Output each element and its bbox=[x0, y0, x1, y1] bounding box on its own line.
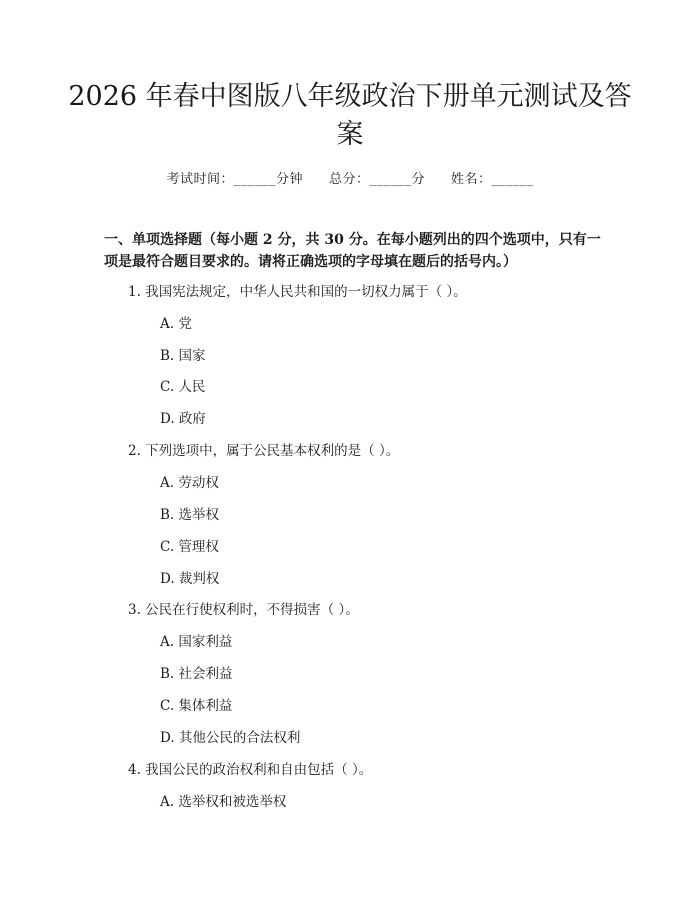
question-2-stem: 2. 下列选项中，属于公民基本权利的是（ ）。 bbox=[128, 443, 400, 459]
question-4-stem: 4. 我国公民的政治权利和自由包括（ ）。 bbox=[128, 762, 373, 778]
question-2-option-c: C. 管理权 bbox=[160, 539, 219, 555]
question-1-stem: 1. 我国宪法规定，中华人民共和国的一切权力属于（ ）。 bbox=[128, 284, 467, 300]
exam-total-score: 总分：______分 bbox=[328, 172, 425, 187]
question-1-option-c: C. 人民 bbox=[160, 379, 206, 395]
document-title: 2026 年春中图版八年级政治下册单元测试及答案 bbox=[68, 81, 632, 150]
section-heading-single-choice: 一、单项选择题（每小题 2 分，共 30 分。在每小题列出的四个选项中，只有一项是最符合题目要求的。请将正确选项的字母填在题后的括号内。） bbox=[104, 232, 601, 270]
exam-info-line bbox=[0, 168, 700, 187]
exam-time: 考试时间：______分钟 bbox=[166, 172, 303, 187]
question-2-option-b: B. 选举权 bbox=[160, 507, 220, 523]
question-2-option-a: A. 劳动权 bbox=[160, 475, 219, 491]
question-2-option-d: D. 裁判权 bbox=[160, 571, 220, 587]
question-1-option-b: B. 国家 bbox=[160, 348, 206, 364]
question-1-option-a: A. 党 bbox=[160, 316, 192, 332]
question-4-option-a: A. 选举权和被选举权 bbox=[160, 794, 287, 810]
question-3-option-b: B. 社会利益 bbox=[160, 666, 233, 682]
question-1-option-d: D. 政府 bbox=[160, 411, 206, 427]
student-name: 姓名：______ bbox=[451, 172, 534, 187]
question-3-stem: 3. 公民在行使权利时，不得损害（ ）。 bbox=[128, 602, 359, 618]
question-3-option-a: A. 国家利益 bbox=[160, 634, 233, 650]
question-3-option-d: D. 其他公民的合法权利 bbox=[160, 730, 301, 746]
question-3-option-c: C. 集体利益 bbox=[160, 698, 233, 714]
